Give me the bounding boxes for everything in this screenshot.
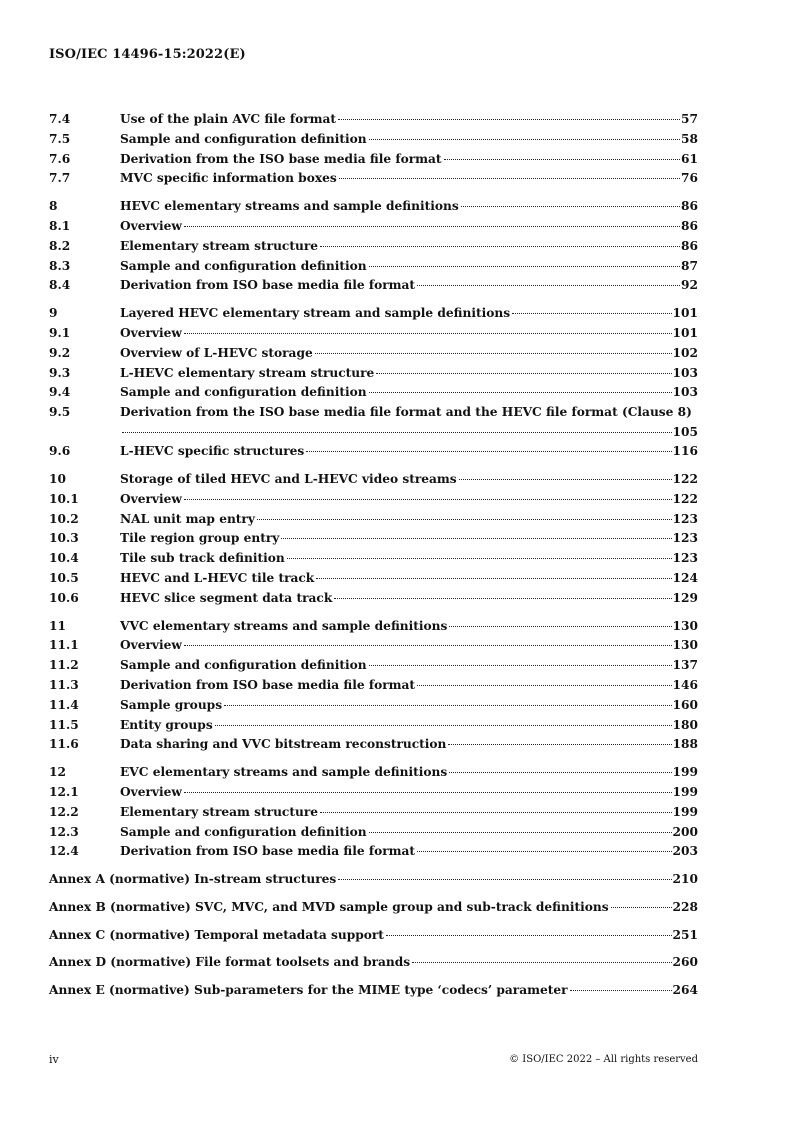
toc-title: Overview (120, 325, 182, 340)
toc-entry[interactable] (49, 823, 698, 843)
toc-annex-entry[interactable] (49, 981, 698, 1001)
toc-annex-entry[interactable] (49, 898, 698, 918)
toc-page: 92 (681, 278, 698, 293)
toc-number: 11.4 (49, 697, 79, 712)
toc-title: Annex E (normative) Sub-parameters for the MIME type ‘codecs’ parameter (49, 983, 568, 998)
toc-page: 199 (672, 765, 698, 780)
dot-leader (459, 479, 672, 480)
toc-page: 160 (672, 697, 698, 712)
toc-page: 101 (672, 306, 698, 321)
toc-page: 251 (672, 927, 698, 942)
toc-annex-entry[interactable] (49, 926, 698, 946)
toc-page: 180 (672, 717, 698, 732)
toc-title: Tile sub track definition (120, 551, 285, 566)
toc-number: 7.7 (49, 171, 71, 186)
toc-page: 105 (672, 424, 698, 439)
toc-title: Use of the plain AVC file format (120, 112, 337, 126)
toc-number: 9.4 (49, 385, 71, 400)
dot-leader (315, 353, 672, 354)
toc-title: Annex C (normative) Temporal metadata support (49, 927, 384, 942)
dot-leader (184, 792, 672, 793)
dot-leader (386, 935, 672, 936)
toc-entry[interactable] (49, 237, 698, 257)
toc-page: 101 (672, 325, 698, 340)
toc-entry[interactable] (49, 110, 698, 130)
toc-title: Overview (120, 638, 182, 653)
page-number: iv (49, 1053, 59, 1066)
toc-entry[interactable] (49, 130, 698, 150)
toc-annex-entry[interactable] (49, 953, 698, 973)
toc-title: Sample groups (120, 697, 223, 712)
dot-leader (417, 285, 680, 286)
dot-leader (320, 812, 672, 813)
toc-page: 264 (672, 983, 698, 998)
toc-page: 146 (672, 677, 698, 692)
toc-title: Derivation from ISO base media file format (120, 677, 416, 692)
toc-title: Layered HEVC elementary stream and sample definitions (120, 306, 511, 321)
toc-entry[interactable] (49, 403, 698, 442)
toc-title: VVC elementary streams and sample definitions (120, 618, 448, 633)
toc-title: Overview (120, 218, 182, 233)
table-of-contents (49, 110, 698, 1001)
dot-leader (339, 178, 680, 179)
toc-number: 12.3 (49, 824, 79, 839)
toc-number: 8.1 (49, 218, 71, 233)
dot-leader (215, 725, 672, 726)
toc-entry[interactable] (49, 617, 698, 637)
toc-page: 103 (672, 385, 698, 400)
toc-number: 10.3 (49, 531, 79, 546)
toc-page: 199 (672, 784, 698, 799)
dot-leader (184, 499, 672, 500)
dot-leader (369, 665, 672, 666)
toc-page: 76 (681, 171, 698, 186)
toc-number: 7.4 (49, 112, 71, 126)
toc-entry[interactable] (49, 716, 698, 736)
toc-title: Entity groups (120, 717, 213, 732)
toc-title: Overview (120, 491, 182, 506)
toc-page: 103 (672, 365, 698, 380)
toc-number: 8.4 (49, 278, 71, 293)
dot-leader (449, 772, 671, 773)
toc-page: 116 (672, 444, 698, 459)
toc-number: 10.2 (49, 511, 79, 526)
toc-title: Sample and configuration definition (120, 258, 367, 273)
toc-page: 57 (681, 112, 698, 126)
toc-entry[interactable] (49, 763, 698, 783)
toc-entry[interactable] (49, 344, 698, 364)
toc-entry[interactable] (49, 676, 698, 696)
dot-leader (281, 538, 671, 539)
toc-title: Sample and configuration definition (120, 385, 367, 400)
toc-page: 123 (672, 531, 698, 546)
toc-page: 200 (672, 824, 698, 839)
toc-number: 12.2 (49, 804, 79, 819)
dot-leader (320, 246, 680, 247)
toc-number: 11 (49, 618, 66, 633)
dot-leader (448, 744, 671, 745)
toc-page: 102 (672, 345, 698, 360)
toc-number: 9.6 (49, 444, 71, 459)
toc-page: 122 (672, 471, 698, 486)
toc-page: 199 (672, 804, 698, 819)
toc-number: 9.1 (49, 325, 71, 340)
toc-entry[interactable] (49, 383, 698, 403)
toc-number: 10.4 (49, 551, 79, 566)
dot-leader (224, 705, 671, 706)
toc-title: L-HEVC elementary stream structure (120, 365, 375, 380)
toc-number: 10.5 (49, 570, 79, 585)
toc-number: 10 (49, 471, 66, 486)
toc-entry[interactable] (49, 656, 698, 676)
dot-leader (369, 832, 672, 833)
dot-leader (306, 451, 671, 452)
toc-page: 86 (681, 238, 698, 253)
toc-entry[interactable] (49, 364, 698, 384)
toc-entry[interactable] (49, 696, 698, 716)
dot-leader (444, 159, 680, 160)
toc-number: 7.6 (49, 151, 71, 166)
toc-entry[interactable] (49, 803, 698, 823)
toc-entry[interactable] (49, 490, 698, 510)
toc-number: 9.3 (49, 365, 71, 380)
toc-title: MVC specific information boxes (120, 171, 337, 186)
toc-title: Tile region group entry (120, 531, 280, 546)
toc-entry[interactable] (49, 304, 698, 324)
dot-leader (369, 266, 680, 267)
document-id: ISO/IEC 14496-15:2022(E) (49, 47, 246, 62)
toc-entry[interactable] (49, 569, 698, 589)
toc-number: 10.1 (49, 491, 79, 506)
toc-entry[interactable] (49, 470, 698, 490)
dot-leader (334, 598, 671, 599)
toc-page: 129 (672, 590, 698, 605)
dot-leader (369, 139, 680, 140)
dot-leader (287, 558, 672, 559)
dot-leader (184, 333, 672, 334)
toc-number: 8 (49, 199, 58, 214)
toc-number: 11.5 (49, 717, 79, 732)
toc-number: 12.1 (49, 784, 79, 799)
toc-page: 86 (681, 218, 698, 233)
toc-title: Storage of tiled HEVC and L-HEVC video streams (120, 471, 457, 486)
toc-page: 122 (672, 491, 698, 506)
toc-entry[interactable] (49, 276, 698, 296)
toc-title: Sample and configuration definition (120, 131, 367, 146)
toc-title: HEVC elementary streams and sample definitions (120, 199, 459, 214)
toc-title: HEVC slice segment data track (120, 590, 333, 605)
toc-page: 86 (681, 199, 698, 214)
toc-page: 130 (672, 638, 698, 653)
toc-title: Annex D (normative) File format toolsets and brands (49, 955, 411, 970)
toc-title: Annex B (normative) SVC, MVC, and MVD sample group and sub-track definitions (49, 899, 609, 914)
toc-entry[interactable] (49, 735, 698, 755)
toc-number: 9.2 (49, 345, 71, 360)
toc-page: 260 (672, 955, 698, 970)
toc-title: Annex A (normative) In-stream structures (49, 872, 337, 887)
toc-title: Elementary stream structure (120, 238, 319, 253)
toc-title: Elementary stream structure (120, 804, 319, 819)
toc-title: Derivation from the ISO base media file format and the HEVC file format (Clause 8) (120, 405, 692, 420)
toc-title: Sample and configuration definition (120, 824, 367, 839)
toc-page: 210 (672, 872, 698, 887)
toc-number: 9.5 (49, 405, 71, 420)
toc-number: 12 (49, 765, 66, 780)
dot-leader (570, 990, 672, 991)
dot-leader (417, 851, 671, 852)
toc-title: Sample and configuration definition (120, 658, 367, 673)
toc-entry[interactable] (49, 636, 698, 656)
toc-page: 123 (672, 511, 698, 526)
dot-leader (122, 432, 672, 433)
toc-entry[interactable] (49, 257, 698, 277)
dot-leader (369, 392, 672, 393)
toc-number: 9 (49, 306, 58, 321)
dot-leader (338, 119, 680, 120)
toc-entry[interactable] (49, 529, 698, 549)
toc-number: 8.3 (49, 258, 71, 273)
toc-page: 130 (672, 618, 698, 633)
toc-title: NAL unit map entry (120, 511, 255, 526)
toc-title: EVC elementary streams and sample definitions (120, 765, 448, 780)
dot-leader (184, 645, 672, 646)
toc-entry[interactable] (49, 842, 698, 862)
toc-entry[interactable] (49, 589, 698, 609)
toc-title: Data sharing and VVC bitstream reconstruction (120, 737, 447, 752)
toc-entry[interactable] (49, 217, 698, 237)
toc-title: Overview (120, 784, 182, 799)
dot-leader (376, 373, 671, 374)
dot-leader (611, 907, 672, 908)
toc-entry[interactable] (49, 783, 698, 803)
toc-title: HEVC and L-HEVC tile track (120, 570, 315, 585)
toc-number: 8.2 (49, 238, 71, 253)
toc-entry[interactable] (49, 150, 698, 170)
toc-page: 124 (672, 570, 698, 585)
toc-page: 87 (681, 258, 698, 273)
dot-leader (461, 206, 680, 207)
toc-number: 11.6 (49, 737, 79, 752)
copyright-notice: © ISO/IEC 2022 – All rights reserved (509, 1054, 698, 1065)
toc-number: 11.3 (49, 677, 79, 692)
dot-leader (417, 685, 671, 686)
toc-page: 137 (672, 658, 698, 673)
toc-page: 61 (681, 151, 698, 166)
toc-page: 58 (681, 131, 698, 146)
toc-page: 203 (672, 844, 698, 859)
toc-title: L-HEVC specific structures (120, 444, 305, 459)
toc-entry[interactable] (49, 442, 698, 462)
toc-title: Derivation from the ISO base media file format (120, 151, 442, 166)
toc-entry[interactable] (49, 197, 698, 217)
dot-leader (257, 519, 672, 520)
toc-title: Derivation from ISO base media file format (120, 278, 416, 293)
toc-number: 7.5 (49, 131, 71, 146)
toc-number: 12.4 (49, 844, 79, 859)
toc-number: 11.1 (49, 638, 79, 653)
toc-entry[interactable] (49, 169, 698, 189)
dot-leader (316, 578, 671, 579)
toc-number: 10.6 (49, 590, 79, 605)
dot-leader (338, 879, 671, 880)
toc-page: 188 (672, 737, 698, 752)
toc-annex-entry[interactable] (49, 870, 698, 890)
toc-number: 11.2 (49, 658, 79, 673)
toc-entry[interactable] (49, 549, 698, 569)
toc-title: Overview of L-HEVC storage (120, 345, 313, 360)
dot-leader (412, 962, 671, 963)
toc-page: 123 (672, 551, 698, 566)
toc-entry[interactable] (49, 510, 698, 530)
dot-leader (184, 226, 680, 227)
dot-leader (512, 313, 671, 314)
toc-entry[interactable] (49, 324, 698, 344)
toc-title: Derivation from ISO base media file format (120, 844, 416, 859)
toc-page: 228 (672, 899, 698, 914)
dot-leader (449, 626, 671, 627)
